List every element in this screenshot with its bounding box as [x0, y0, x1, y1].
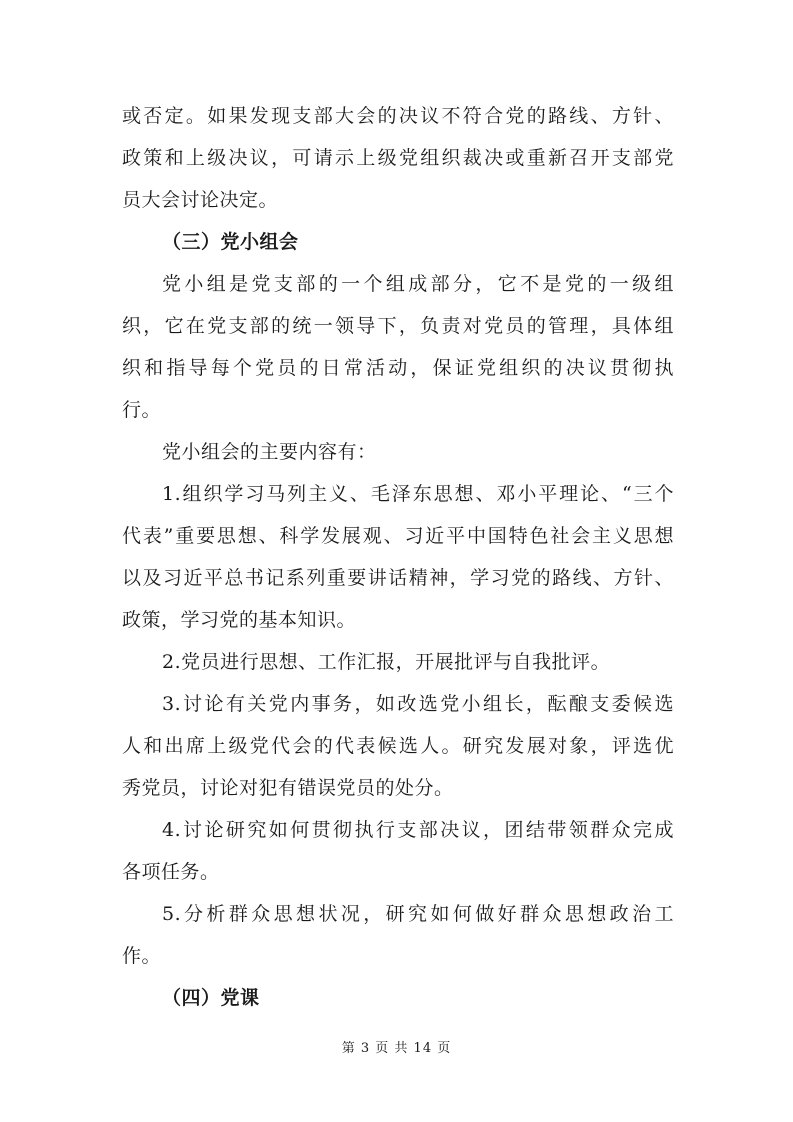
- list-item-1: 1.组织学习马列主义、毛泽东思想、邓小平理论、“三个: [162, 483, 674, 505]
- body-text-line: 代表”重要思想、科学发展观、习近平中国特色社会主义思想: [122, 525, 674, 547]
- body-text-line: 织，它在党支部的统一领导下，负责对党员的管理，具体组: [122, 315, 674, 337]
- body-text-line: 以及习近平总书记系列重要讲话精神，学习党的路线、方针、: [122, 567, 674, 589]
- body-text-line: 织和指导每个党员的日常活动，保证党组织的决议贯彻执: [122, 357, 674, 379]
- page-footer: 第 3 页 共 14 页: [341, 1041, 452, 1056]
- body-text-line: 党小组会的主要内容有：: [162, 441, 377, 463]
- body-text-line: 各项任务。: [122, 861, 220, 883]
- body-text-line: 政策和上级决议，可请示上级党组织裁决或重新召开支部党: [122, 147, 674, 169]
- section-heading-4: （四）党课: [162, 987, 260, 1009]
- body-text-line: 行。: [122, 399, 162, 421]
- list-item-4: 4.讨论研究如何贯彻执行支部决议，团结带领群众完成: [162, 819, 674, 841]
- list-item-2: 2.党员进行思想、工作汇报，开展批评与自我批评。: [162, 651, 611, 673]
- body-text-line: 党小组是党支部的一个组成部分，它不是党的一级组: [162, 273, 674, 295]
- list-item-5: 5.分析群众思想状况，研究如何做好群众思想政治工: [162, 903, 674, 925]
- body-text-line: 秀党员，讨论对犯有错误党员的处分。: [122, 777, 454, 799]
- section-heading-3: （三）党小组会: [162, 231, 299, 253]
- body-text-line: 作。: [122, 945, 162, 967]
- body-text-line: 员大会讨论决定。: [122, 189, 279, 211]
- list-item-3: 3.讨论有关党内事务，如改选党小组长，酝酿支委候选: [162, 693, 674, 715]
- body-text-line: 人和出席上级党代会的代表候选人。研究发展对象，评选优: [122, 735, 674, 757]
- body-text-line: 或否定。如果发现支部大会的决议不符合党的路线、方针、: [122, 105, 674, 127]
- body-text-line: 政策，学习党的基本知识。: [122, 609, 357, 631]
